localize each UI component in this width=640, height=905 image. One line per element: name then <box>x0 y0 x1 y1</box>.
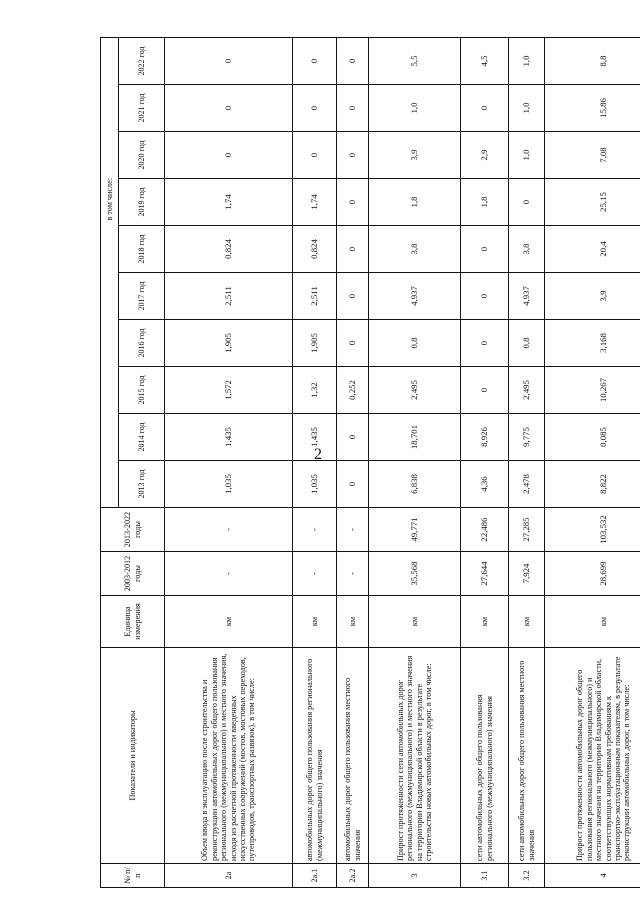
indicators-table <box>100 37 640 888</box>
row-value-year: 1,0 <box>509 37 545 84</box>
row-value-year: 4,937 <box>369 273 461 320</box>
row-value-year: 0 <box>461 273 509 320</box>
row-value-2013-2022: 22,486 <box>461 508 509 552</box>
row-value-year: 1,905 <box>293 320 337 367</box>
row-value-year: 0 <box>337 132 369 179</box>
header-including: в том числе: <box>101 37 119 507</box>
page-number: 2 <box>314 446 322 463</box>
row-num: 2а.2 <box>337 864 369 888</box>
row-value-year: 0,252 <box>337 367 369 414</box>
table-row <box>337 37 369 887</box>
row-value-year: 0,824 <box>293 226 337 273</box>
row-value-year: 2,495 <box>509 367 545 414</box>
row-value-year: 1,32 <box>293 367 337 414</box>
header-indicator: Показатели и индикаторы <box>101 648 165 864</box>
row-value-2003-2012: 28,699 <box>545 552 640 596</box>
header-year: 2021 год <box>119 85 165 132</box>
row-value-2013-2022: - <box>165 508 293 552</box>
row-value-year: 3,8 <box>369 226 461 273</box>
row-value-year: 0 <box>165 132 293 179</box>
row-num: 2а <box>165 864 293 888</box>
row-value-2003-2012: - <box>165 552 293 596</box>
row-unit: км <box>293 596 337 648</box>
row-value-year: 0 <box>461 85 509 132</box>
row-value-year: 0 <box>165 37 293 84</box>
table-row <box>509 37 545 887</box>
row-value-year: 1,905 <box>165 320 293 367</box>
row-value-year: 2,478 <box>509 461 545 508</box>
row-value-year: 15,86 <box>545 85 640 132</box>
row-value-year: 1,0 <box>509 85 545 132</box>
row-value-year: 1,8 <box>369 179 461 226</box>
row-value-year: 3,8 <box>509 226 545 273</box>
row-value-year: 0 <box>165 85 293 132</box>
row-value-year: 0 <box>337 37 369 84</box>
row-value-year: 2,9 <box>461 132 509 179</box>
row-unit: км <box>337 596 369 648</box>
row-indicator: сети автомобильных дорог общего пользования местного значения <box>509 648 545 864</box>
row-num: 3.1 <box>461 864 509 888</box>
row-value-year: 0 <box>337 273 369 320</box>
header-period-2003-2012: 2003-2012 годы <box>101 552 165 596</box>
row-indicator: Объем ввода в эксплуатацию после строительства и реконструкции автомобильных дорог общего пользования регионального (межмуниципального) и местного значения, исходя из расчетной протяженности введенных искусственных сооружений (мостов, мостовых переходов, путепроводов, транспортных развязок), в том числе: <box>165 648 293 864</box>
row-value-year: 3,168 <box>545 320 640 367</box>
row-value-year: 10,267 <box>545 367 640 414</box>
row-value-year: 1,8 <box>461 179 509 226</box>
row-value-year: 0 <box>337 414 369 461</box>
table-row <box>461 37 509 887</box>
row-value-year: 0 <box>337 226 369 273</box>
table-row <box>545 37 640 887</box>
row-value-year: 0,8 <box>369 320 461 367</box>
row-value-year: 1,0 <box>369 85 461 132</box>
header-year: 2015 год <box>119 367 165 414</box>
row-value-year: 9,775 <box>509 414 545 461</box>
header-num: № п/п <box>101 864 165 888</box>
header-year: 2022 год <box>119 37 165 84</box>
table-row <box>369 37 461 887</box>
table-body <box>165 37 640 887</box>
row-unit: км <box>165 596 293 648</box>
row-value-2003-2012: - <box>293 552 337 596</box>
row-indicator: автомобильных дорог общего пользования регионального (межмуниципального) значения <box>293 648 337 864</box>
row-value-year: 6,838 <box>369 461 461 508</box>
row-value-year: 4,5 <box>461 37 509 84</box>
header-year: 2016 год <box>119 320 165 367</box>
header-unit: Единица измерения <box>101 596 165 648</box>
row-value-year: 20,4 <box>545 226 640 273</box>
row-value-year: 4,937 <box>509 273 545 320</box>
table-row <box>293 37 337 887</box>
row-value-2013-2022: 49,771 <box>369 508 461 552</box>
row-indicator: Прирост протяженности сети автомобильных дорог регионального (межмуниципального) и местного значения на территории Владимирской области в результате строительства новых автомобильных дорог, в том числе: <box>369 648 461 864</box>
header-year: 2018 год <box>119 226 165 273</box>
row-value-2013-2022: 103,532 <box>545 508 640 552</box>
row-value-year: 0 <box>461 367 509 414</box>
header-year: 2014 год <box>119 414 165 461</box>
row-num: 3 <box>369 864 461 888</box>
row-value-2003-2012: - <box>337 552 369 596</box>
row-value-year: 0 <box>337 461 369 508</box>
row-value-year: 1,74 <box>165 179 293 226</box>
row-unit: км <box>369 596 461 648</box>
row-value-year: 5,5 <box>369 37 461 84</box>
header-year: 2017 год <box>119 273 165 320</box>
row-num: 4 <box>545 864 640 888</box>
row-value-2003-2012: 7,924 <box>509 552 545 596</box>
row-num: 3.2 <box>509 864 545 888</box>
row-indicator: Прирост протяженности автомобильных дорог общего пользования регионального (межмуниципального) и местного значения на территории Владимирской области, соответствующих нормативным требованиям к транспортно-эксплуатационным показателям, в результате реконструкции автомобильных дорог, в том числе: <box>545 648 640 864</box>
row-value-year: 0 <box>461 226 509 273</box>
row-unit: км <box>545 596 640 648</box>
row-value-year: 1,74 <box>293 179 337 226</box>
row-value-year: 0 <box>337 85 369 132</box>
row-value-year: 7,08 <box>545 132 640 179</box>
row-value-year: 1,435 <box>293 414 337 461</box>
row-value-year: 0 <box>461 320 509 367</box>
row-value-year: 0 <box>293 85 337 132</box>
header-period-2013-2022: 2013-2022 годы <box>101 508 165 552</box>
row-value-year: 0 <box>337 320 369 367</box>
row-value-year: 1,435 <box>165 414 293 461</box>
row-indicator: сети автомобильных дорог общего пользования регионального (межмуниципального) значения <box>461 648 509 864</box>
row-value-year: 25,15 <box>545 179 640 226</box>
row-value-year: 8,822 <box>545 461 640 508</box>
row-value-2013-2022: 27,285 <box>509 508 545 552</box>
row-value-year: 8,8 <box>545 37 640 84</box>
row-value-year: 0,085 <box>545 414 640 461</box>
row-value-year: 2,495 <box>369 367 461 414</box>
row-value-year: 3,9 <box>369 132 461 179</box>
row-value-year: 1,572 <box>165 367 293 414</box>
row-value-year: 0 <box>293 37 337 84</box>
row-value-year: 0 <box>509 179 545 226</box>
row-value-year: 2,511 <box>165 273 293 320</box>
row-value-year: 4,36 <box>461 461 509 508</box>
header-year: 2013 год <box>119 461 165 508</box>
row-value-2003-2012: 27,644 <box>461 552 509 596</box>
row-value-year: 1,035 <box>293 461 337 508</box>
header-year: 2019 год <box>119 179 165 226</box>
row-value-year: 2,511 <box>293 273 337 320</box>
rotated-table-frame <box>100 38 638 888</box>
row-num: 2а.1 <box>293 864 337 888</box>
row-unit: км <box>509 596 545 648</box>
row-value-year: 1,0 <box>509 132 545 179</box>
row-value-year: 0,824 <box>165 226 293 273</box>
row-value-year: 18,701 <box>369 414 461 461</box>
row-unit: км <box>461 596 509 648</box>
row-indicator: автомобильных дорог общего пользования местного значения <box>337 648 369 864</box>
row-value-year: 8,926 <box>461 414 509 461</box>
row-value-2013-2022: - <box>337 508 369 552</box>
row-value-year: 1,035 <box>165 461 293 508</box>
row-value-2003-2012: 35,568 <box>369 552 461 596</box>
table-row <box>165 37 293 887</box>
row-value-year: 0 <box>293 132 337 179</box>
row-value-year: 3,9 <box>545 273 640 320</box>
header-year: 2020 год <box>119 132 165 179</box>
row-value-year: 0,8 <box>509 320 545 367</box>
row-value-year: 0 <box>337 179 369 226</box>
row-value-2013-2022: - <box>293 508 337 552</box>
